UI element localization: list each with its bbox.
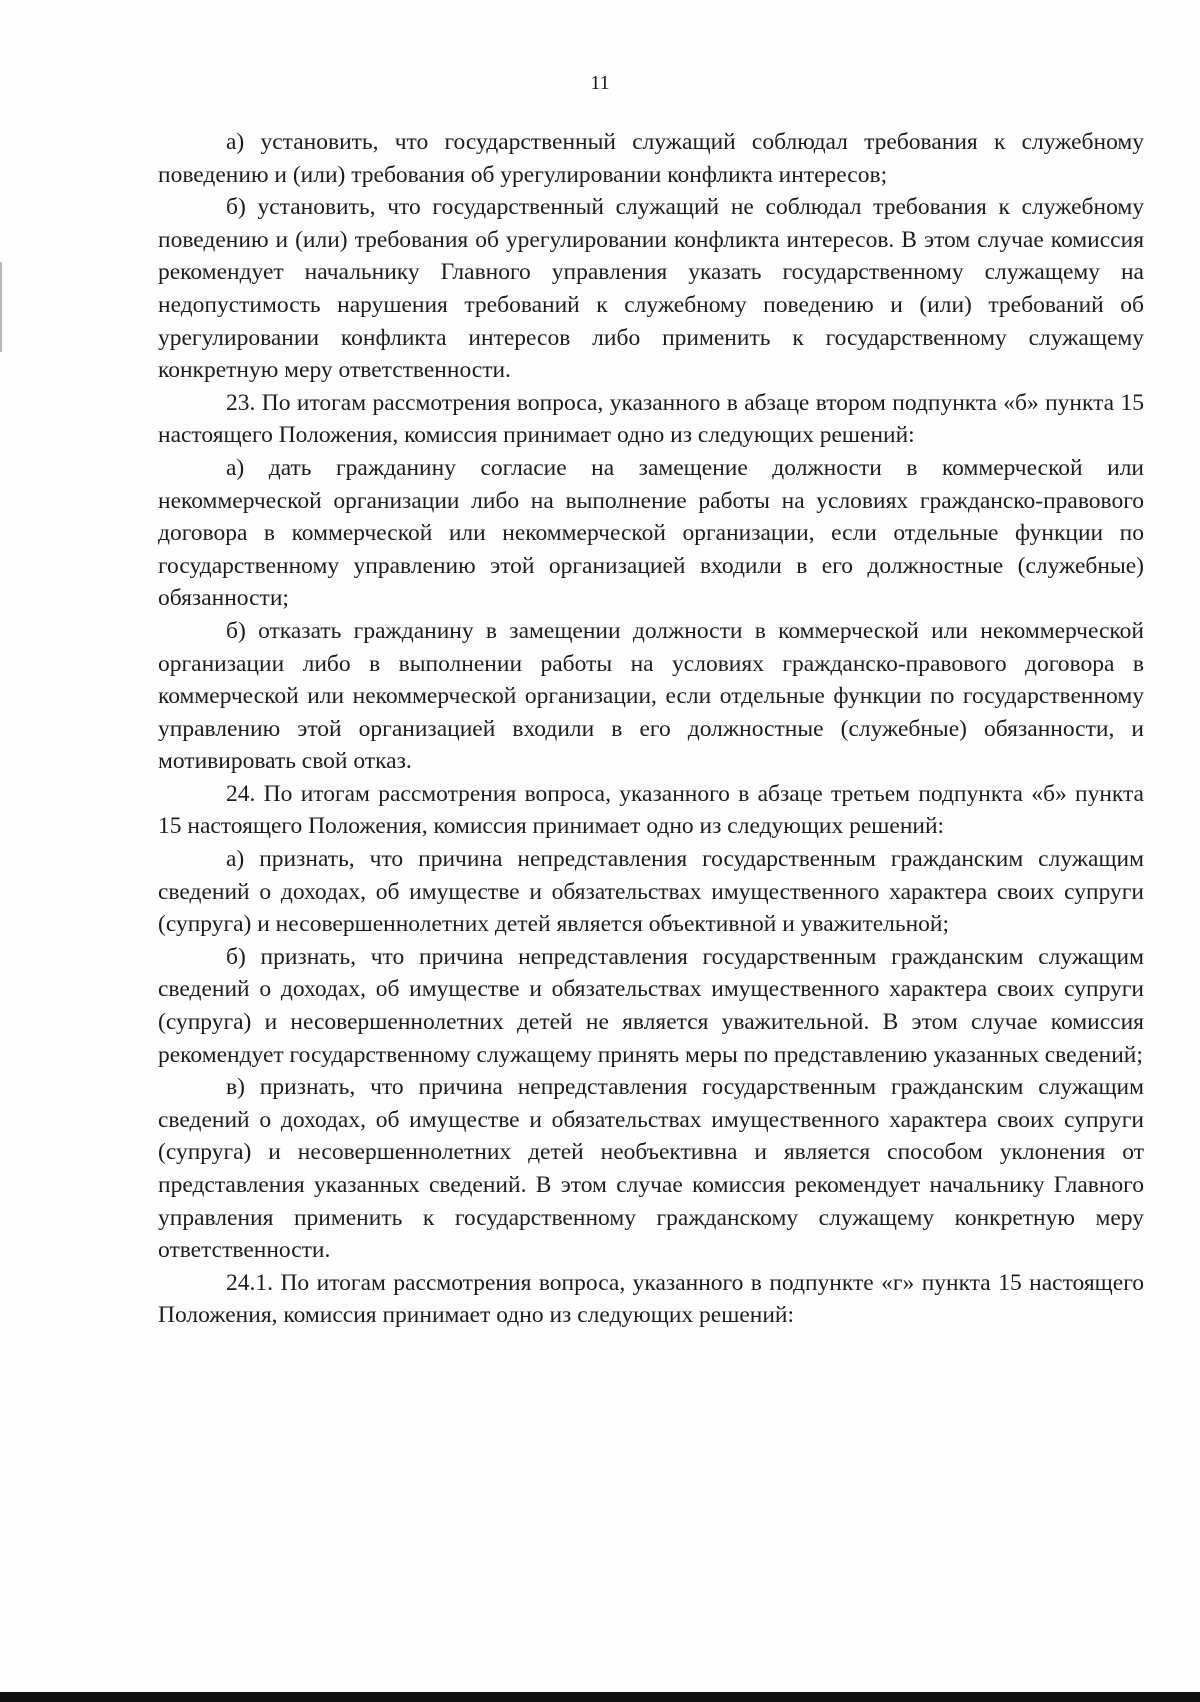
document-body [158, 126, 1144, 1332]
paragraph-24b: б) признать, что причина непредставления государственным гражданским служащим сведений о доходах, об имуществе и обязательствах имущественного характера своих супруги (супруга) и несовершеннолетних детей не является уважительной. В этом случае комиссия рекомендует государственному служащему принять меры по представлению указанных сведений; [158, 943, 1144, 1068]
paragraph-23b: б) отказать гражданину в замещении должности в коммерческой или некоммерческой организации либо в выполнении работы на условиях гражданско-правового договора в коммерческой или некоммерческой организации, если отдельные функции по государственному управлению этой организацией входили в его должностные (служебные) обязанности, и мотивировать свой отказ. [158, 617, 1144, 775]
paragraph-24: 24. По итогам рассмотрения вопроса, указанного в абзаце третьем подпункта «б» пункта 15 настоящего Положения, комиссия принимает одно из следующих решений: [158, 780, 1144, 840]
paragraph-22a: а) установить, что государственный служащий соблюдал требования к служебному поведению и (или) требования об урегулировании конфликта интересов; [158, 129, 1144, 188]
paragraph-22b: б) установить, что государственный служащий не соблюдал требования к служебному поведению и (или) требования об урегулировании конфликта интересов. В этом случае комиссия рекомендует начальнику Главного управления указать государственному служащему на недопустимость нарушения требований к служебному поведению и (или) требований об урегулировании конфликта интересов либо применить к государственному служащему конкретную меру ответственности. [158, 194, 1144, 384]
paragraph-24a: а) признать, что причина непредставления государственным гражданским служащим сведений о доходах, об имуществе и обязательствах имущественного характера своих супруги (супруга) и несовершеннолетних детей является объективной и уважительной; [158, 846, 1144, 938]
page-number: 11 [590, 72, 610, 94]
scan-edge-bottom [0, 1692, 1200, 1702]
paragraph-23a: а) дать гражданину согласие на замещение должности в коммерческой или некоммерческой организации либо на выполнение работы на условиях гражданско-правового договора в коммерческой или некоммерческой организации, если отдельные функции по государственному управлению этой организацией входили в его должностные (служебные) обязанности; [158, 454, 1144, 612]
paragraph-23: 23. По итогам рассмотрения вопроса, указанного в абзаце втором подпункта «б» пункта 15 настоящего Положения, комиссия принимает одно из следующих решений: [158, 389, 1144, 449]
scan-edge-left [0, 262, 2, 352]
paragraph-24-1: 24.1. По итогам рассмотрения вопроса, указанного в подпункте «г» пункта 15 настоящего Положения, комиссия принимает одно из следующих решений: [158, 1269, 1144, 1329]
paragraph-24v: в) признать, что причина непредставления государственным гражданским служащим сведений о доходах, об имуществе и обязательствах имущественного характера своих супруги (супруга) и несовершеннолетних детей необъективна и является способом уклонения от представления указанных сведений. В этом случае комиссия рекомендует начальнику Главного управления применить к государственному гражданскому служащему конкретную меру ответственности. [158, 1074, 1144, 1264]
